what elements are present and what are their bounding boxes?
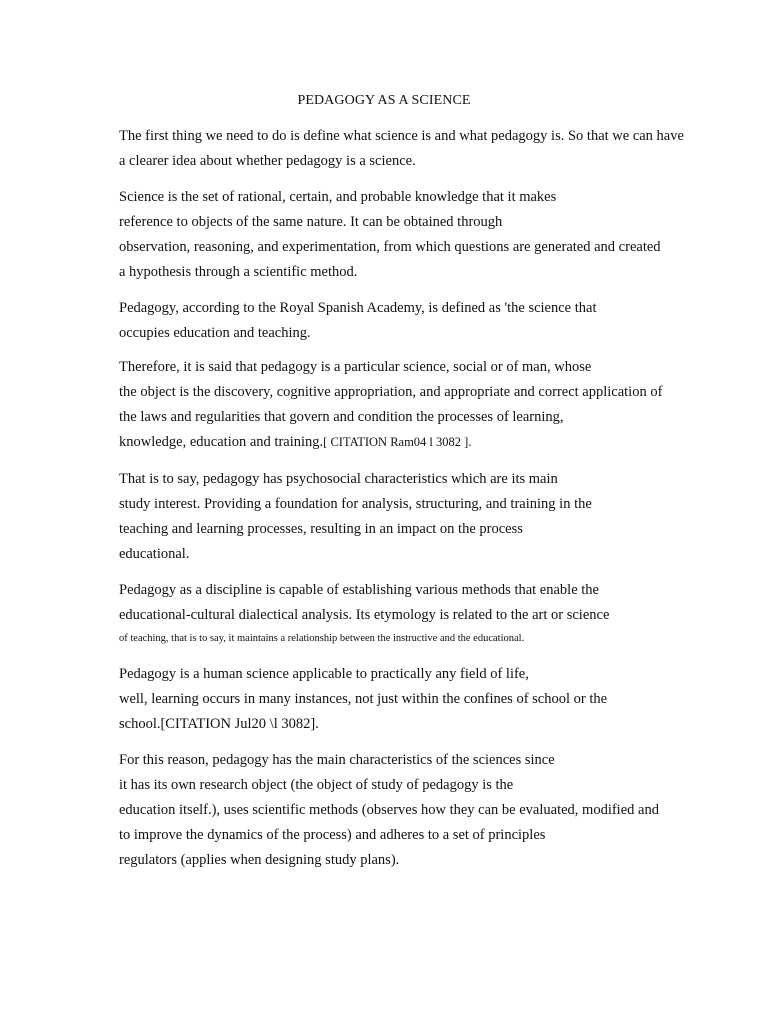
citation: [ CITATION Ram04 l 3082 ]. [323, 435, 472, 449]
text-line: the object is the discovery, cognitive appropriation, and appropriate and correct application of [119, 384, 663, 400]
text-line: educational. [119, 546, 190, 562]
text-line: reference to objects of the same nature. It can be obtained through [119, 214, 503, 230]
text-line: For this reason, pedagogy has the main characteristics of the sciences since [119, 752, 555, 768]
text-line: school.[CITATION Jul20 \l 3082]. [119, 716, 319, 732]
text-line: study interest. Providing a foundation for analysis, structuring, and training in the [119, 496, 592, 512]
text-line: Pedagogy as a discipline is capable of establishing various methods that enable the [119, 582, 599, 598]
paragraph-2 [119, 185, 719, 285]
text-line: Pedagogy, according to the Royal Spanish Academy, is defined as 'the science that [119, 300, 597, 316]
paragraph-7 [119, 662, 719, 737]
text-line-small: of teaching, that is to say, it maintains a relationship between the instructive and the educational. [119, 633, 525, 644]
text-line: Pedagogy is a human science applicable to practically any field of life, [119, 666, 529, 682]
paragraph-1 [119, 124, 719, 174]
document-title: PEDAGOGY AS A SCIENCE [297, 93, 471, 108]
text-line: to improve the dynamics of the process) and adheres to a set of principles [119, 827, 546, 843]
text-line: the laws and regularities that govern and condition the processes of learning, [119, 409, 564, 425]
paragraph-4 [119, 355, 719, 455]
paragraph-3 [119, 296, 719, 346]
text-line: observation, reasoning, and experimentation, from which questions are generated and created [119, 239, 661, 255]
text-line [119, 430, 719, 455]
text-line: well, learning occurs in many instances, not just within the confines of school or the [119, 691, 608, 707]
text-line: a hypothesis through a scientific method. [119, 264, 358, 280]
text-line: Therefore, it is said that pedagogy is a particular science, social or of man, whose [119, 359, 592, 375]
text-line: That is to say, pedagogy has psychosocial characteristics which are its main [119, 471, 558, 487]
text-line-body: knowledge, education and training. [119, 434, 324, 450]
paragraph-6 [119, 578, 719, 649]
text-line: it has its own research object (the object of study of pedagogy is the [119, 777, 514, 793]
text-line: regulators (applies when designing study plans). [119, 852, 400, 868]
paragraph-5 [119, 467, 719, 567]
text-line: education itself.), uses scientific methods (observes how they can be evaluated, modified and [119, 802, 659, 818]
text-line: educational-cultural dialectical analysis. Its etymology is related to the art or science [119, 607, 610, 623]
text-line: teaching and learning processes, resulting in an impact on the process [119, 521, 523, 537]
paragraph-8 [119, 748, 719, 873]
text-line: The first thing we need to do is define what science is and what pedagogy is. So that we can have [119, 128, 684, 144]
text-line: a clearer idea about whether pedagogy is a science. [119, 153, 416, 169]
text-line: occupies education and teaching. [119, 325, 311, 341]
text-line: Science is the set of rational, certain, and probable knowledge that it makes [119, 189, 557, 205]
